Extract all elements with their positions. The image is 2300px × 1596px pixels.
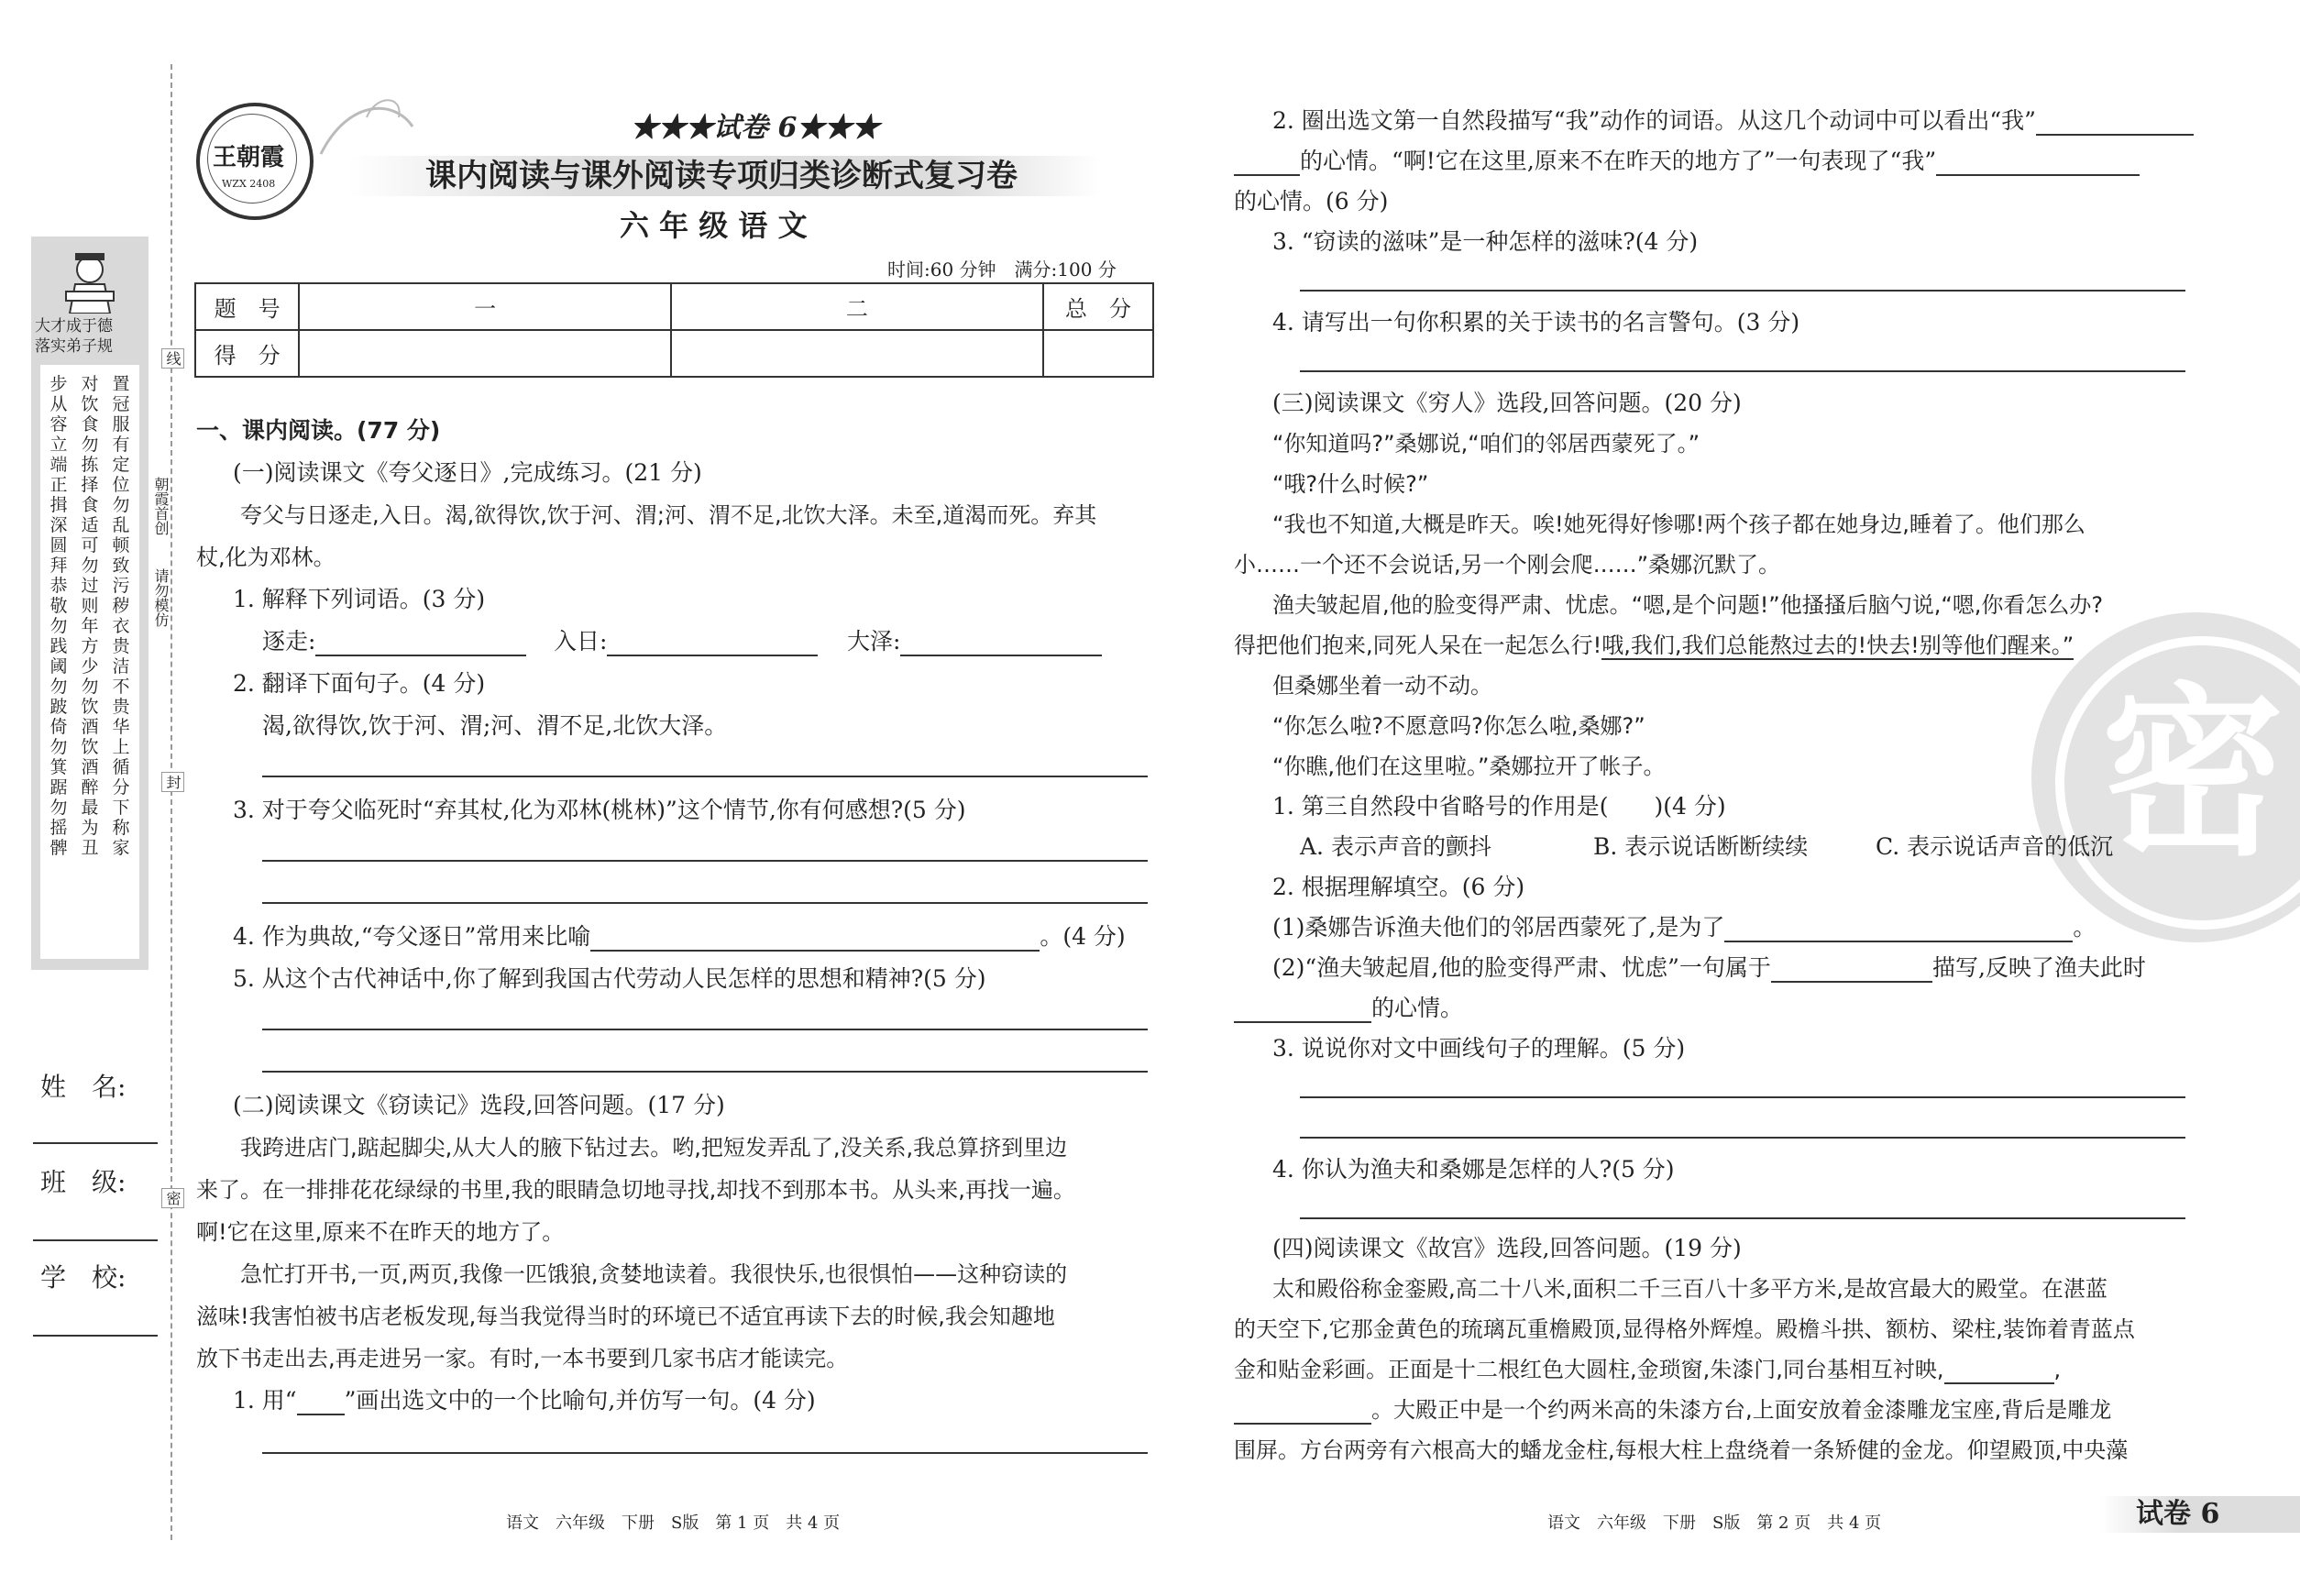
section1-heading: 一、课内阅读。(77 分) (196, 417, 441, 444)
p2-question-3: 3. “窃读的滋味”是一种怎样的滋味?(4 分) (1272, 228, 1699, 255)
passage3-underlined-sentence: 哦,我们,我们总能熬过去的!快去!别等他们醒来。” (1601, 633, 2074, 658)
p2-q2-text-2: 的心情。“啊!它在这里,原来不在昨天的地方了”一句表现了“我” (1300, 148, 1937, 174)
score-header-part1: 一 (299, 283, 671, 330)
q1-item-1 (262, 627, 526, 656)
passage4-line-5: 围屏。方台两旁有六根高大的蟠龙金柱,每根大柱上盘绕着一条矫健的金龙。仰望殿顶,中央藻 (1234, 1437, 2129, 1463)
p3-q3-answer-line-2[interactable] (1300, 1137, 2185, 1139)
passage1-title: (一)阅读课文《夸父逐日》,完成练习。(21 分) (233, 459, 702, 486)
watermark-seal-char: 密 (2101, 666, 2285, 881)
passage3-title: (三)阅读课文《穷人》选段,回答问题。(20 分) (1272, 390, 1742, 416)
p2-question-2-line-2 (1234, 147, 2140, 176)
brand-logo (196, 103, 314, 220)
passage1-line-1: 夸父与日逐走,入日。渴,欲得饮,饮于河、渭;河、渭不足,北饮大泽。未至,道渴而死。弃其 (240, 502, 1097, 528)
p2-q2-blank-1[interactable] (2036, 110, 2194, 136)
motto-text-box (40, 365, 139, 959)
passage3-line-6 (1234, 631, 2074, 660)
passage4-line-3 (1234, 1355, 2061, 1384)
side-note-1: 朝霞首创 (152, 477, 170, 535)
p4-blank-1[interactable] (1944, 1359, 2054, 1384)
passage2-line-2: 来了。在一排排花花绿绿的书里,我的眼睛急切地寻找,却找不到那本书。从头来,再找一遍。 (196, 1177, 1075, 1203)
passage3-line-7: 但桑娜坐着一动不动。 (1272, 673, 1492, 699)
passage2-line-6: 放下书走出去,再走进另一家。有时,一本书要到几家书店才能读完。 (196, 1346, 849, 1371)
motto-column-1: 步从容立端正揖深圆拜恭敬勿践阈勿跛倚勿箕踞勿摇髀 (50, 374, 68, 858)
seal-mark-secret: 密 (161, 1188, 184, 1208)
fold-line (171, 64, 172, 1540)
passage3-line-2: “哦?什么时候?” (1272, 471, 1429, 497)
passage4-line-3-text: 金和贴金彩画。正面是十二根红色大圆柱,金琐窗,朱漆门,同台基相互衬映, (1234, 1357, 1944, 1382)
ribbon-decoration-icon (312, 90, 422, 163)
p4-blank-2[interactable] (1234, 1399, 1371, 1425)
p3-q1-option-b[interactable]: B. 表示说话断断续续 (1593, 833, 1809, 860)
passage3-line-5: 渔夫皱起眉,他的脸变得严肃、忧虑。“嗯,是个问题!”他搔搔后脑勺说,“嗯,你看怎么办? (1272, 592, 2104, 618)
q2-sentence: 渴,欲得饮,饮于河、渭;河、渭不足,北饮大泽。 (262, 712, 728, 739)
q1-item-1-blank[interactable] (315, 631, 526, 656)
score-header-item: 题 号 (195, 283, 299, 330)
motto-title-2: 落实弟子规 (35, 337, 113, 356)
passage4-line-4-text: 。大殿正中是一个约两米高的朱漆方台,上面安放着金漆雕龙宝座,背后是雕龙 (1371, 1397, 2112, 1423)
p3-q1-option-c[interactable]: C. 表示说话声音的低沉 (1876, 833, 2114, 860)
q5-answer-line-2[interactable] (262, 1071, 1148, 1073)
p1-question-3: 3. 对于夸父临死时“弃其杖,化为邓林(桃林)”这个情节,你有何感想?(5 分) (233, 797, 966, 823)
p1-question-2: 2. 翻译下面句子。(4 分) (233, 670, 486, 697)
q1-item-3-label: 大泽: (847, 628, 901, 655)
p3-q2-item-1-text: (1)桑娜告诉渔夫他们的邻居西蒙死了,是为了 (1272, 914, 1725, 941)
school-label: 学 校: (40, 1262, 127, 1293)
class-field[interactable] (33, 1239, 158, 1241)
p1-question-1: 1. 解释下列词语。(3 分) (233, 586, 486, 612)
p3-question-1: 1. 第三自然段中省略号的作用是( )(4 分) (1272, 793, 1726, 820)
passage3-line-9: “你瞧,他们在这里啦。”桑娜拉开了帐子。 (1272, 754, 1666, 779)
passage2-line-1: 我跨进店门,踮起脚尖,从大人的腋下钻过去。哟,把短发弄乱了,没关系,我总算挤到里边 (240, 1135, 1068, 1161)
q1-item-3 (847, 627, 1102, 656)
p3-question-2: 2. 根据理解填空。(6 分) (1272, 874, 1525, 900)
passage2-line-3: 啊!它在这里,原来不在昨天的地方了。 (196, 1219, 565, 1245)
passage2-line-5: 滋味!我害怕被书店老板发现,每当我觉得当时的环境已不适宜再读下去的时候,我会知趣地 (196, 1304, 1055, 1329)
p2-q1-text-a: 1. 用“ (233, 1387, 297, 1414)
passage1-line-2: 杖,化为邓林。 (196, 545, 336, 570)
p3-q2-blank-2[interactable] (1771, 957, 1932, 983)
p2-q2-blank-2[interactable] (1234, 150, 1300, 176)
passage3-line-3: “我也不知道,大概是昨天。唉!她死得好惨哪!两个孩子都在她身边,睡着了。他们那么 (1272, 512, 2085, 537)
q4-blank[interactable] (590, 926, 1040, 952)
passage3-line-4: 小……一个还不会说话,另一个刚会爬……”桑娜沉默了。 (1234, 552, 1781, 578)
p2-q1-answer-line[interactable] (262, 1452, 1148, 1454)
q3-answer-line-1[interactable] (262, 860, 1148, 862)
paper-title: 课内阅读与课外阅读专项归类诊断式复习卷 (425, 158, 1018, 194)
motto-column-2: 对饮食勿拣择食适可勿过则年方少勿饮酒饮酒醉最为丑 (81, 374, 99, 858)
p2-q1-underline-sample (297, 1390, 345, 1415)
left-page-footer: 语文 六年级 下册 S版 第 1 页 共 4 页 (506, 1513, 841, 1533)
p2-q2-text-1: 2. 圈出选文第一自然段描写“我”动作的词语。从这几个动词中可以看出“我” (1272, 107, 2036, 134)
q1-item-1-label: 逐走: (262, 628, 316, 655)
score-table (194, 282, 1154, 378)
score-row-label: 得 分 (195, 330, 299, 377)
p3-q2-item-2 (1272, 953, 2146, 983)
q4-text: 4. 作为典故,“夸父逐日”常用来比喻 (233, 923, 591, 950)
q4-score: 。(4 分) (1040, 923, 1126, 950)
paper-badge: ★★★试卷 6★★★ (631, 112, 880, 144)
p3-q2-item-1 (1272, 913, 2096, 942)
p3-q2-item-2-text-a: (2)“渔夫皱起眉,他的脸变得严肃、忧虑”一句属于 (1272, 954, 1771, 981)
seal-mark-seal: 封 (161, 772, 184, 792)
name-field[interactable] (33, 1142, 158, 1144)
q5-answer-line-1[interactable] (262, 1029, 1148, 1030)
p4-comma: , (2053, 1357, 2062, 1382)
motto-panel (31, 237, 149, 970)
class-label: 班 级: (40, 1167, 127, 1197)
watermark-seal (2031, 612, 2300, 942)
p2-q3-answer-line[interactable] (1300, 290, 2185, 292)
passage4-line-1: 太和殿俗称金銮殿,高二十八米,面积二千三百八十多平方米,是故宫最大的殿堂。在湛蓝 (1272, 1276, 2107, 1302)
p3-q2-blank-3[interactable] (1234, 997, 1371, 1023)
passage4-line-2: 的天空下,它那金黄色的琉璃瓦重檐殿顶,显得格外辉煌。殿檐斗拱、额枋、梁柱,装饰着青蓝点 (1234, 1316, 2135, 1342)
p2-q2-blank-3[interactable] (1936, 150, 2140, 176)
brand-logo-subtext: WZX 2408 (222, 178, 276, 190)
q1-item-2-blank[interactable] (607, 631, 818, 656)
corner-paper-label: 试卷 6 (2136, 1498, 2220, 1530)
score-cell-total[interactable] (1043, 330, 1153, 377)
seal-mark-line: 线 (161, 348, 184, 369)
passage4-line-4 (1234, 1395, 2111, 1425)
p3-q2-blank-1[interactable] (1724, 917, 2073, 942)
passage4-title: (四)阅读课文《故宫》选段,回答问题。(19 分) (1272, 1235, 1742, 1261)
p3-question-3: 3. 说说你对文中画线句子的理解。(5 分) (1272, 1035, 1686, 1062)
brand-logo-text: 王朝霞 (213, 144, 285, 171)
p2-q1-text-b: ”画出选文中的一个比喻句,并仿写一句。(4 分) (344, 1387, 816, 1414)
p1-question-4 (233, 922, 1126, 952)
passage2-line-4: 急忙打开书,一页,两页,我像一匹饿狼,贪婪地读着。我很快乐,也很惧怕——这种窃读的 (240, 1261, 1068, 1287)
p3-q2-period: 。 (2073, 914, 2096, 941)
p2-q4-answer-line[interactable] (1300, 370, 2185, 372)
passage3-line-8: “你怎么啦?不愿意吗?你怎么啦,桑娜?” (1272, 713, 1645, 739)
score-cell-part2[interactable] (671, 330, 1043, 377)
school-field[interactable] (33, 1335, 158, 1337)
q1-item-2 (554, 627, 818, 656)
exam-time-info: 时间:60 分钟 满分:100 分 (887, 259, 1117, 281)
passage2-title: (二)阅读课文《窃读记》选段,回答问题。(17 分) (233, 1092, 725, 1118)
p3-q2-item-2-cont (1234, 994, 1463, 1023)
right-page-footer: 语文 六年级 下册 S版 第 2 页 共 4 页 (1547, 1513, 1882, 1533)
motto-title-1: 大才成于德 (35, 317, 113, 336)
score-header-part2: 二 (671, 283, 1043, 330)
scholar-figure-icon (62, 249, 117, 314)
p3-q4-answer-line[interactable] (1300, 1217, 2185, 1219)
name-label: 姓 名: (40, 1072, 127, 1102)
score-cell-part1[interactable] (299, 330, 671, 377)
q1-item-2-label: 入日: (554, 628, 608, 655)
q1-item-3-blank[interactable] (900, 631, 1102, 656)
p2-question-4: 4. 请写出一句你积累的关于读书的名言警句。(3 分) (1272, 309, 1800, 336)
q3-answer-line-2[interactable] (262, 902, 1148, 904)
p2-question-2-line-3: 的心情。(6 分) (1234, 188, 1389, 215)
motto-column-3: 置冠服有定位勿乱顿致污秽衣贵洁不贵华上循分下称家 (112, 374, 130, 858)
p3-question-4: 4. 你认为渔夫和桑娜是怎样的人?(5 分) (1272, 1156, 1675, 1183)
side-note-2: 请勿模仿 (152, 568, 170, 627)
p3-q1-option-a[interactable]: A. 表示声音的颤抖 (1300, 833, 1491, 860)
p3-q2-item-2-text-c: 的心情。 (1371, 995, 1464, 1021)
p1-question-5: 5. 从这个古代神话中,你了解到我国古代劳动人民怎样的思想和精神?(5 分) (233, 965, 986, 992)
p2-question-1 (233, 1386, 816, 1415)
p3-q2-item-2-text-b: 描写,反映了渔夫此时 (1931, 954, 2146, 981)
passage3-line-1: “你知道吗?”桑娜说,“咱们的邻居西蒙死了。” (1272, 431, 1700, 457)
passage3-line-6-text: 得把他们抱来,同死人呆在一起怎么行! (1234, 633, 1602, 658)
p3-q3-answer-line-1[interactable] (1300, 1096, 2185, 1098)
q2-answer-line[interactable] (262, 776, 1148, 777)
score-header-total: 总 分 (1043, 283, 1153, 330)
paper-subtitle: 六 年 级 语 文 (620, 208, 808, 243)
p2-question-2-line-1 (1272, 106, 2194, 136)
